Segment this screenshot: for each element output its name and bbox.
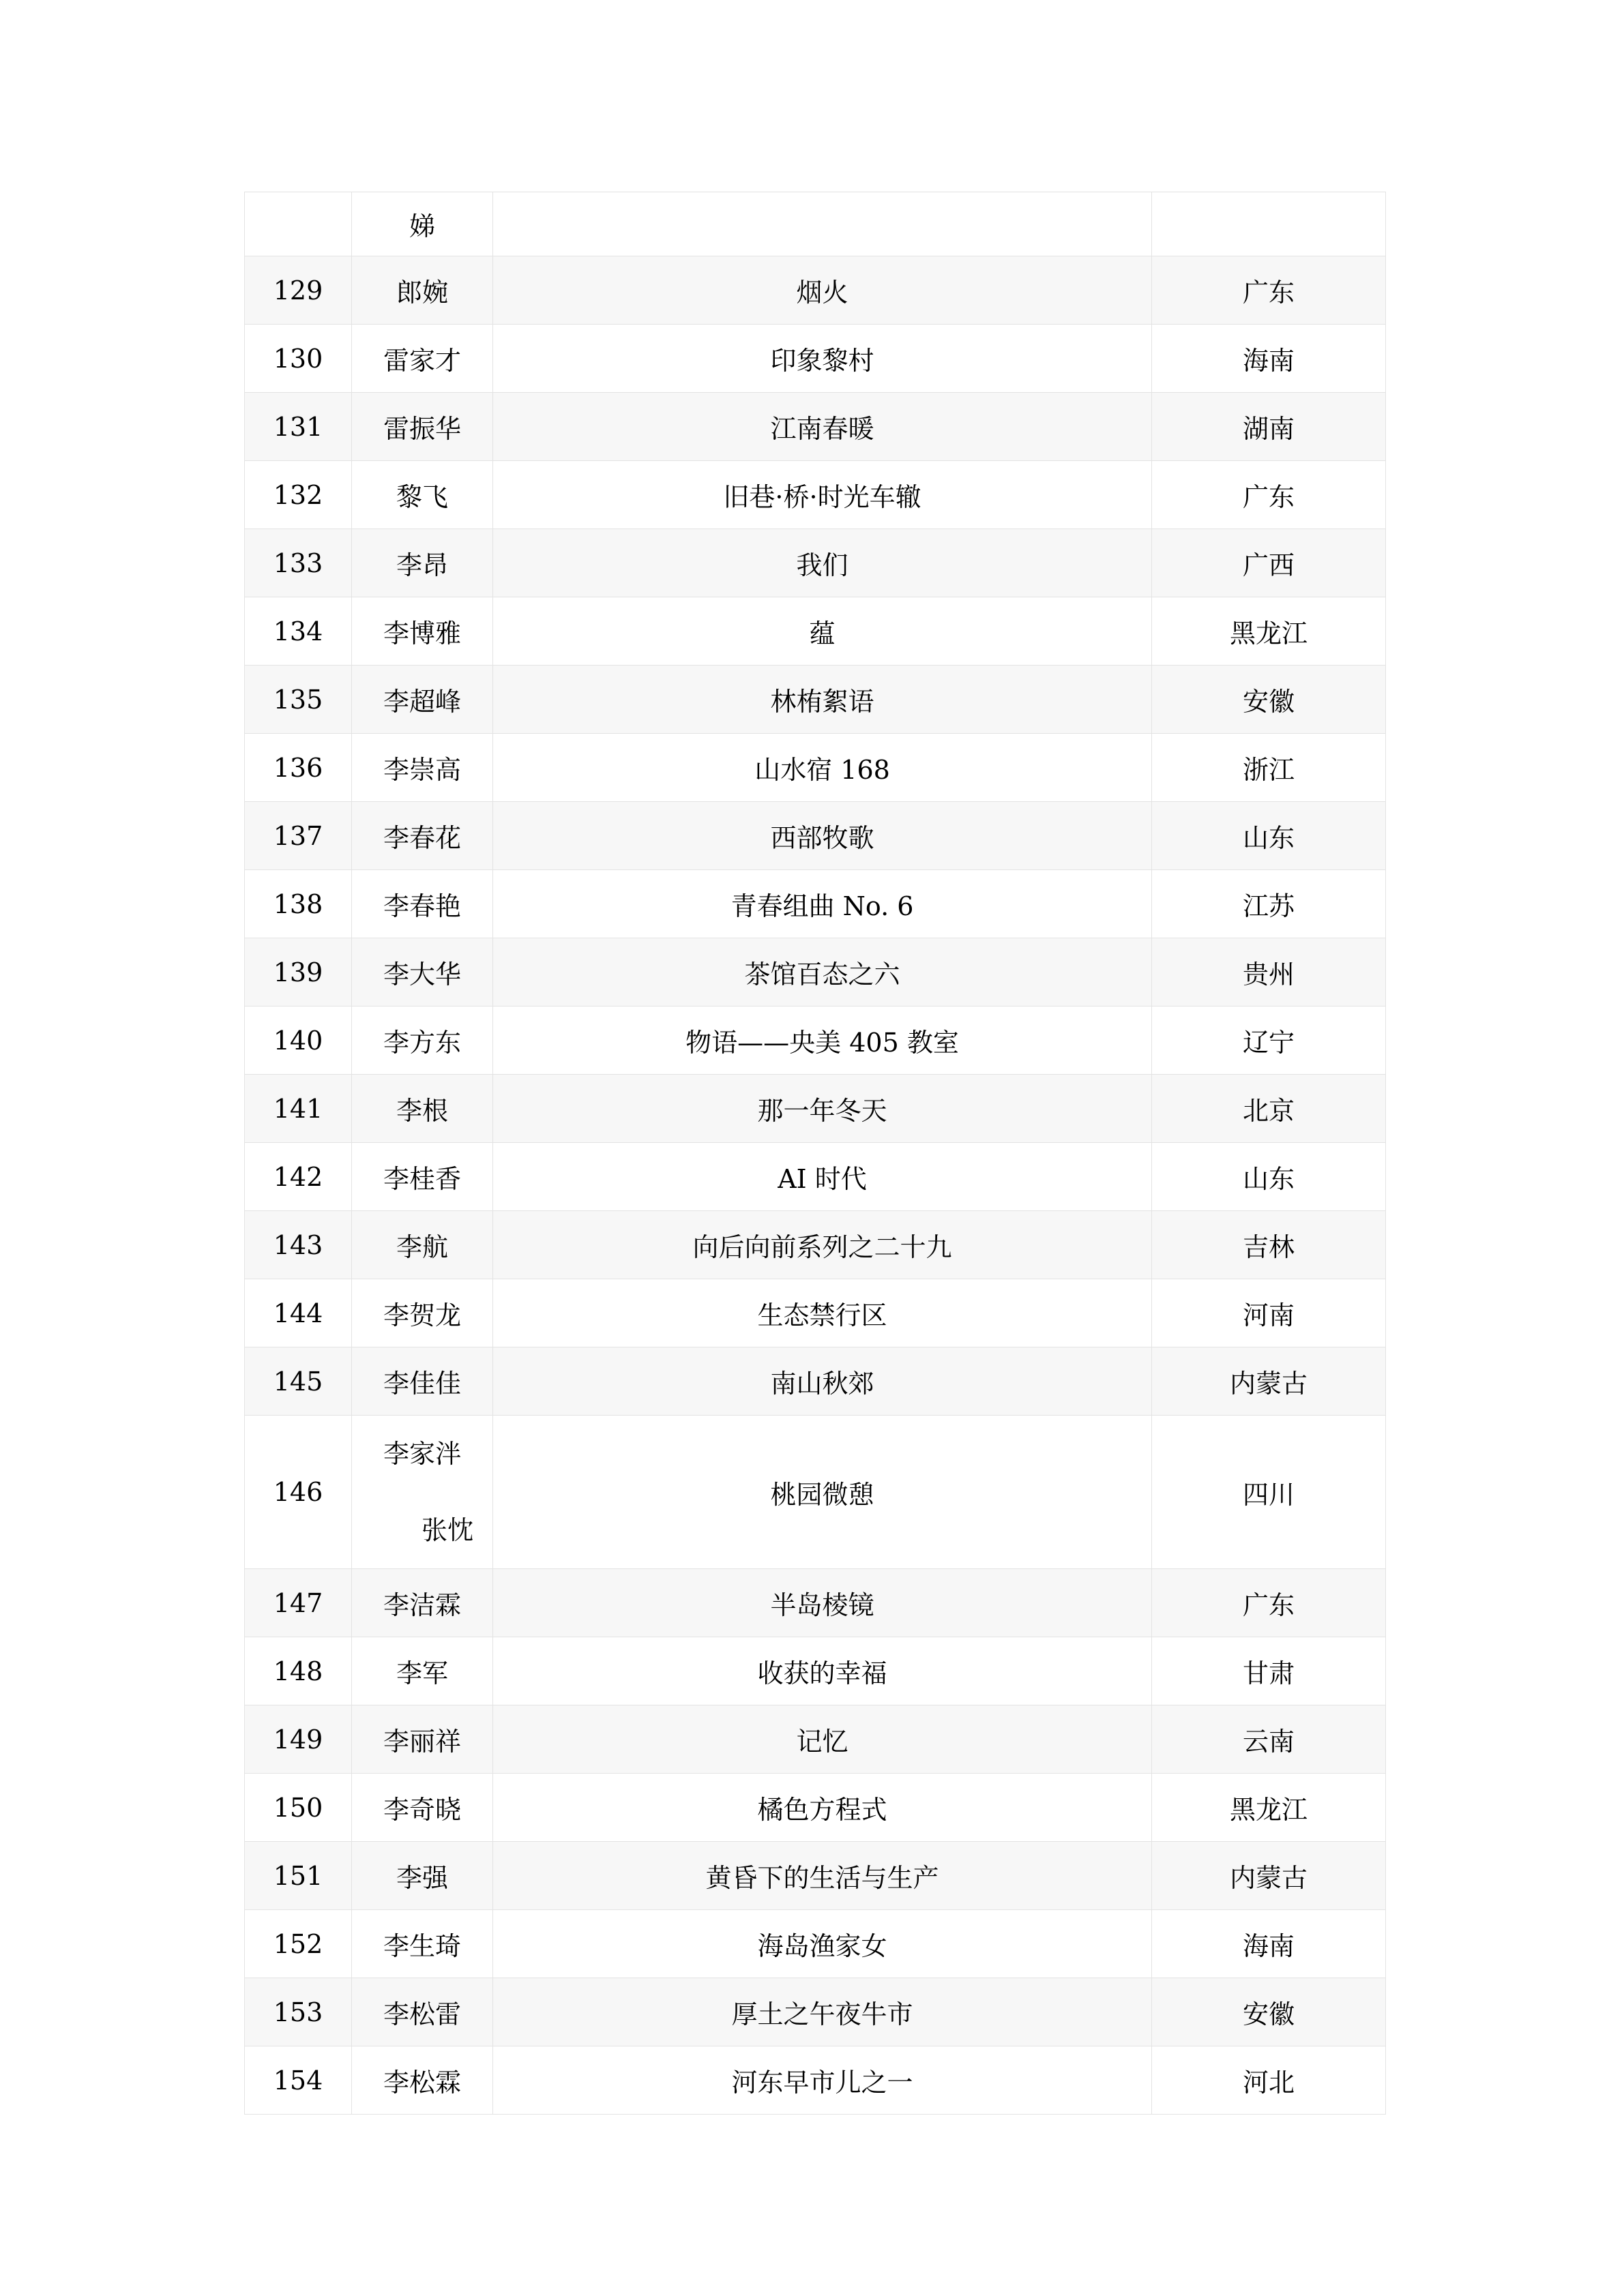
- entry-title: 烟火: [493, 256, 1152, 325]
- entry-name: 李贺龙: [352, 1279, 493, 1347]
- entry-province: 四川: [1152, 1416, 1386, 1569]
- entry-name: 雷振华: [352, 393, 493, 461]
- table-row: [245, 2046, 1386, 2115]
- entry-name: 李崇高: [352, 734, 493, 802]
- entry-number: 147: [245, 1569, 352, 1637]
- entry-title: 物语——央美 405 教室: [493, 1007, 1152, 1075]
- entry-number: 154: [245, 2046, 352, 2115]
- table-row: [245, 1211, 1386, 1279]
- entry-name: [352, 1416, 493, 1569]
- entry-province: 黑龙江: [1152, 1774, 1386, 1842]
- entry-name: 李根: [352, 1075, 493, 1143]
- entry-number: 148: [245, 1637, 352, 1705]
- entry-number: 142: [245, 1143, 352, 1211]
- entry-title: AI 时代: [493, 1143, 1152, 1211]
- entry-province: 广东: [1152, 256, 1386, 325]
- entry-province: 海南: [1152, 325, 1386, 393]
- entry-number: 149: [245, 1705, 352, 1774]
- entry-number: 129: [245, 256, 352, 325]
- entry-number: 137: [245, 802, 352, 870]
- entry-province: 广东: [1152, 461, 1386, 529]
- entry-province: 安徽: [1152, 666, 1386, 734]
- entry-title: 西部牧歌: [493, 802, 1152, 870]
- entry-name-line: 李家泮: [383, 1439, 461, 1469]
- entry-title: 林栯絮语: [493, 666, 1152, 734]
- entry-name-line: 张忱: [421, 1515, 473, 1545]
- entry-number: 150: [245, 1774, 352, 1842]
- entry-number: 138: [245, 870, 352, 938]
- entry-province: 江苏: [1152, 870, 1386, 938]
- table-row: [245, 1910, 1386, 1978]
- entry-name: 娣: [352, 192, 493, 256]
- entry-name: 李大华: [352, 938, 493, 1007]
- entry-name: 李生琦: [352, 1910, 493, 1978]
- entry-name: 李春艳: [352, 870, 493, 938]
- entry-number: 151: [245, 1842, 352, 1910]
- entry-province: 安徽: [1152, 1978, 1386, 2046]
- carryover-row: [245, 192, 1386, 256]
- table-row: [245, 1007, 1386, 1075]
- entry-title: 青春组曲 No. 6: [493, 870, 1152, 938]
- table-row: [245, 597, 1386, 666]
- entry-name: 李佳佳: [352, 1347, 493, 1416]
- entry-number: 141: [245, 1075, 352, 1143]
- entry-number: 153: [245, 1978, 352, 2046]
- entry-province: 贵州: [1152, 938, 1386, 1007]
- entry-number: 134: [245, 597, 352, 666]
- entry-number: 133: [245, 529, 352, 597]
- table-row: [245, 1978, 1386, 2046]
- entry-province: 北京: [1152, 1075, 1386, 1143]
- entry-province: 山东: [1152, 1143, 1386, 1211]
- entry-title: 山水宿 168: [493, 734, 1152, 802]
- entry-name: 黎飞: [352, 461, 493, 529]
- entry-province: 黑龙江: [1152, 597, 1386, 666]
- entry-name: 李松雷: [352, 1978, 493, 2046]
- entry-name: 李军: [352, 1637, 493, 1705]
- table-row: [245, 870, 1386, 938]
- entry-title: 印象黎村: [493, 325, 1152, 393]
- entry-number: 135: [245, 666, 352, 734]
- entry-name: 李强: [352, 1842, 493, 1910]
- entry-title: 茶馆百态之六: [493, 938, 1152, 1007]
- entry-number: 131: [245, 393, 352, 461]
- entry-name: 郎婉: [352, 256, 493, 325]
- entries-table: [244, 192, 1386, 2115]
- entry-province: 吉林: [1152, 1211, 1386, 1279]
- table-row: [245, 393, 1386, 461]
- entry-title: [493, 192, 1152, 256]
- entry-name: 李奇晓: [352, 1774, 493, 1842]
- entry-province: 广西: [1152, 529, 1386, 597]
- table-row: [245, 1347, 1386, 1416]
- table-row: [245, 938, 1386, 1007]
- table-row: [245, 1637, 1386, 1705]
- entry-name: 李昂: [352, 529, 493, 597]
- entry-name: 李方东: [352, 1007, 493, 1075]
- entry-title: 生态禁行区: [493, 1279, 1152, 1347]
- entry-province: 云南: [1152, 1705, 1386, 1774]
- table-row: [245, 256, 1386, 325]
- table-row: [245, 734, 1386, 802]
- entries-table-body: [245, 192, 1386, 2115]
- entry-title: 江南春暖: [493, 393, 1152, 461]
- entry-title: 桃园微憩: [493, 1416, 1152, 1569]
- entry-number: 140: [245, 1007, 352, 1075]
- entry-title: 向后向前系列之二十九: [493, 1211, 1152, 1279]
- entry-number: [245, 192, 352, 256]
- table-row: [245, 1416, 1386, 1569]
- table-row: [245, 1143, 1386, 1211]
- entry-province: 河北: [1152, 2046, 1386, 2115]
- entry-name: 李超峰: [352, 666, 493, 734]
- entry-province: 海南: [1152, 1910, 1386, 1978]
- entry-province: [1152, 192, 1386, 256]
- entry-number: 152: [245, 1910, 352, 1978]
- entry-number: 145: [245, 1347, 352, 1416]
- entry-province: 浙江: [1152, 734, 1386, 802]
- entry-title: 南山秋郊: [493, 1347, 1152, 1416]
- entry-name: 李桂香: [352, 1143, 493, 1211]
- entry-number: 144: [245, 1279, 352, 1347]
- entry-name: 李春花: [352, 802, 493, 870]
- entry-number: 139: [245, 938, 352, 1007]
- entry-number: 143: [245, 1211, 352, 1279]
- entry-province: 湖南: [1152, 393, 1386, 461]
- entry-name: 李航: [352, 1211, 493, 1279]
- entry-number: 136: [245, 734, 352, 802]
- entry-title: 旧巷·桥·时光车辙: [493, 461, 1152, 529]
- entry-province: 河南: [1152, 1279, 1386, 1347]
- table-row: [245, 1075, 1386, 1143]
- table-row: [245, 802, 1386, 870]
- entry-province: 内蒙古: [1152, 1347, 1386, 1416]
- entry-name: 李丽祥: [352, 1705, 493, 1774]
- entry-name: 李松霖: [352, 2046, 493, 2115]
- entry-title: 厚土之午夜牛市: [493, 1978, 1152, 2046]
- entry-province: 山东: [1152, 802, 1386, 870]
- entry-title: 记忆: [493, 1705, 1152, 1774]
- table-row: [245, 1279, 1386, 1347]
- table-row: [245, 1569, 1386, 1637]
- entry-province: 广东: [1152, 1569, 1386, 1637]
- table-row: [245, 666, 1386, 734]
- table-row: [245, 1705, 1386, 1774]
- entry-title: 收获的幸福: [493, 1637, 1152, 1705]
- entry-title: 蕴: [493, 597, 1152, 666]
- entry-title: 黄昏下的生活与生产: [493, 1842, 1152, 1910]
- table-row: [245, 1842, 1386, 1910]
- entry-name: 李博雅: [352, 597, 493, 666]
- entry-number: 132: [245, 461, 352, 529]
- entry-number: 146: [245, 1416, 352, 1569]
- table-row: [245, 461, 1386, 529]
- entry-name: 雷家才: [352, 325, 493, 393]
- entry-province: 辽宁: [1152, 1007, 1386, 1075]
- table-row: [245, 1774, 1386, 1842]
- table-row: [245, 529, 1386, 597]
- entry-title: 橘色方程式: [493, 1774, 1152, 1842]
- table-row: [245, 325, 1386, 393]
- entry-title: 我们: [493, 529, 1152, 597]
- entry-title: 海岛渔家女: [493, 1910, 1152, 1978]
- entry-province: 甘肃: [1152, 1637, 1386, 1705]
- entry-province: 内蒙古: [1152, 1842, 1386, 1910]
- entry-number: 130: [245, 325, 352, 393]
- entry-title: 河东早市儿之一: [493, 2046, 1152, 2115]
- entry-title: 半岛棱镜: [493, 1569, 1152, 1637]
- entry-name: 李洁霖: [352, 1569, 493, 1637]
- entry-title: 那一年冬天: [493, 1075, 1152, 1143]
